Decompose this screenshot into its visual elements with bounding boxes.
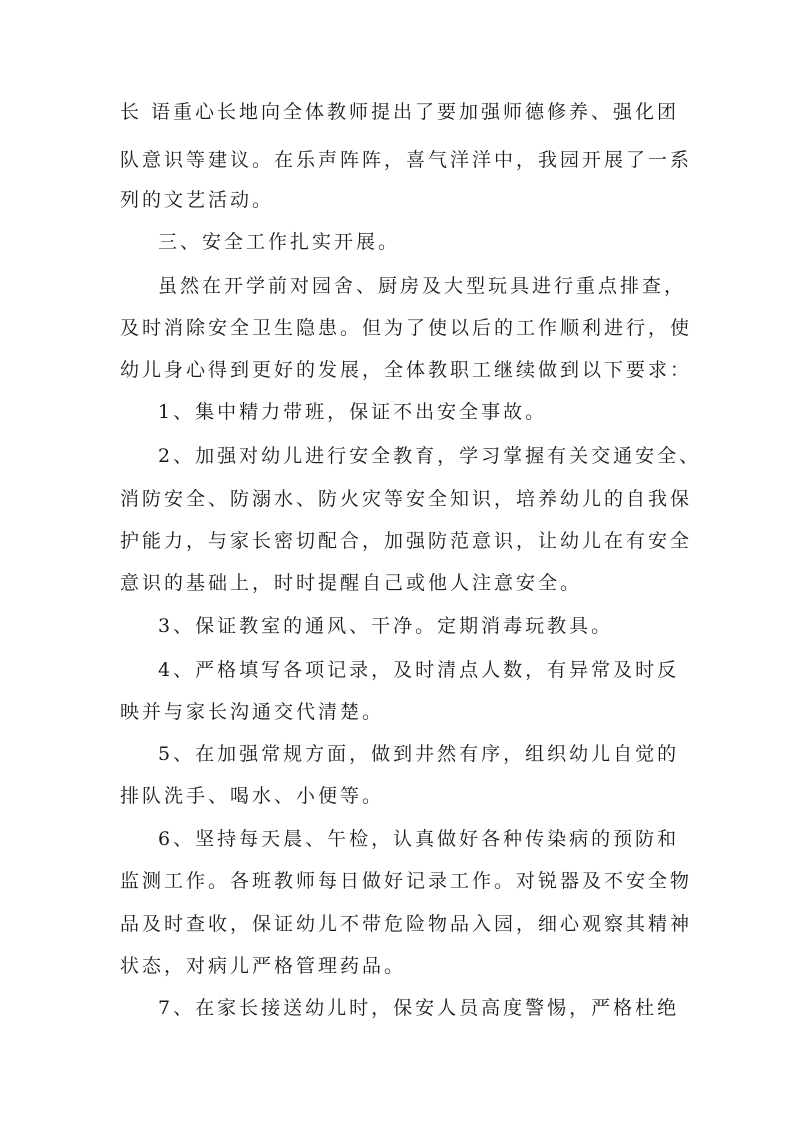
paragraph-first-line: 虽然在开学前对园舍、厨房及大型玩具进行重点排查，	[158, 275, 687, 297]
text-line: 及时消除安全卫生隐患。但为了使以后的工作顺利进行，使	[120, 317, 693, 339]
text-line: 状态，对病儿严格管理药品。	[120, 955, 407, 977]
list-item-1: 1、集中精力带班，保证不出安全事故。	[158, 401, 548, 423]
text-line: 品及时查收，保证幼儿不带危险物品入园，细心观察其精神	[120, 913, 693, 935]
text-line: 长 语重心长地向全体教师提出了要加强师德修养、强化团	[120, 101, 680, 123]
text-line: 幼儿身心得到更好的发展，全体教职工继续做到以下要求：	[120, 359, 693, 381]
text-line: 意识的基础上，时时提醒自己或他人注意安全。	[120, 572, 583, 594]
section-heading: 三、安全工作扎实开展。	[158, 231, 401, 253]
list-item-5: 5、在加强常规方面，做到井然有序，组织幼儿自觉的	[158, 743, 680, 765]
text-line: 列的文艺活动。	[120, 189, 275, 211]
list-item-4: 4、严格填写各项记录，及时清点人数，有异常及时反	[158, 659, 680, 681]
list-item-7: 7、在家长接送幼儿时，保安人员高度警惕，严格杜绝	[158, 997, 680, 1019]
list-item-2: 2、加强对幼儿进行安全教育，学习掌握有关交通安全、	[158, 445, 702, 467]
list-item-6: 6、坚持每天晨、午检，认真做好各种传染病的预防和	[158, 828, 680, 850]
text-line: 消防安全、防溺水、防火灾等安全知识，培养幼儿的自我保	[120, 488, 693, 510]
text-line: 映并与家长沟通交代清楚。	[120, 701, 385, 723]
text-line: 排队洗手、喝水、小便等。	[120, 785, 385, 807]
text-line: 护能力，与家长密切配合，加强防范意识，让幼儿在有安全	[120, 530, 693, 552]
list-item-3: 3、保证教室的通风、干净。定期消毒玩教具。	[158, 615, 614, 637]
text-line: 监测工作。各班教师每日做好记录工作。对锐器及不安全物	[120, 870, 693, 892]
text-line: 队意识等建议。在乐声阵阵，喜气洋洋中，我园开展了一系	[120, 149, 693, 171]
